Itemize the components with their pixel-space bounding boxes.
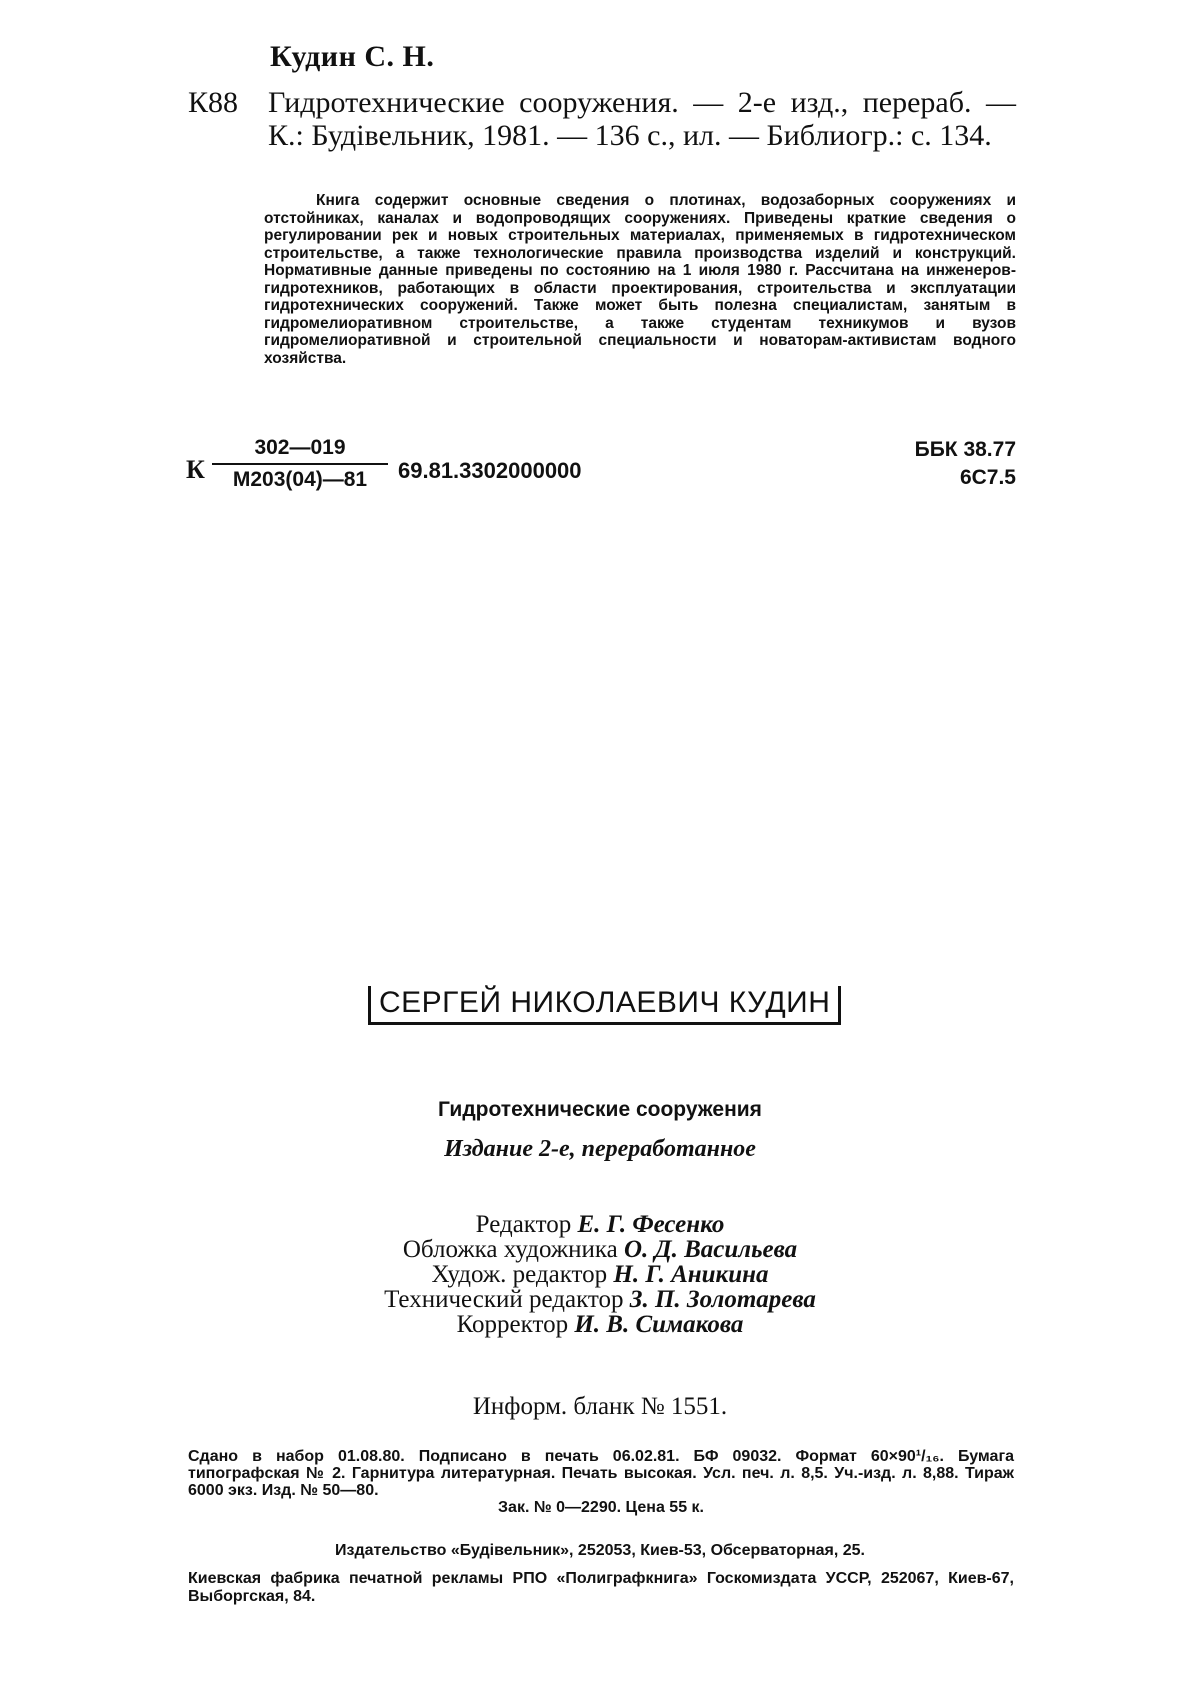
index-letter: К xyxy=(186,455,205,484)
author-full-name: СЕРГЕЙ НИКОЛАЕВИЧ КУДИН xyxy=(368,986,841,1025)
credit-line: Корректор И. В. Симакова xyxy=(456,1311,744,1338)
catalog-code: К88 xyxy=(188,86,239,119)
bbk-subcode: 6С7.5 xyxy=(959,466,1016,489)
credit-line: Худож. редактор Н. Г. Аникина xyxy=(431,1261,769,1288)
print-info-main: Сдано в набор 01.08.80. Подписано в печать 06.02.81. БФ 09032. Формат 60×90¹/₁₆. Бумага типографская № 2. Гарнитура литературная. Печать высокая. Усл. печ. л. 8,5. Уч.-изд. л. 8,88. Тираж 6000 экз. Изд. № 50—80. xyxy=(188,1448,1014,1499)
credits-list xyxy=(0,1212,1200,1337)
bibliographic-description: Гидротехнические сооружения. — 2-е изд., перераб. — К.: Будівельник, 1981. — 136 с., ил. — Библиогр.: с. 134. xyxy=(268,86,1016,152)
bbk-code: ББК 38.77 xyxy=(914,438,1016,461)
book-title: Гидротехнические сооружения xyxy=(438,1098,762,1121)
credit-line: Обложка художника О. Д. Васильева xyxy=(402,1236,798,1263)
index-numerator: 302—019 xyxy=(212,436,388,465)
print-info xyxy=(188,1448,1014,1516)
inform-blank: Информ. бланк № 1551. xyxy=(472,1393,728,1420)
credit-line: Редактор Е. Г. Фесенко xyxy=(475,1211,725,1238)
edition-note: Издание 2-е, переработанное xyxy=(444,1136,756,1162)
author-heading: Кудин С. Н. xyxy=(270,40,435,73)
credit-line: Технический редактор З. П. Золотарева xyxy=(384,1286,816,1313)
print-info-order: Зак. № 0—2290. Цена 55 к. xyxy=(498,1499,704,1516)
printer-line: Киевская фабрика печатной рекламы РПО «Полиграфкнига» Госкомиздата УССР, 252067, Киев-67, Выборгская, 84. xyxy=(188,1570,1014,1605)
index-denominator: М203(04)—81 xyxy=(232,468,368,491)
annotation: Книга содержит основные сведения о плотинах, водозаборных сооружениях и отстойниках, каналах и водопроводящих сооружениях. Приведены краткие сведения о регулировании рек и новых строительных материалах, применяемых в гидротехническом строительстве, а также технологические правила производства изделий и конструкций. Нормативные данные приведены по состоянию на 1 июля 1980 г. Рассчитана на инженеров-гидротехников, работающих в области проектирования, строительства и эксплуатации гидротехнических сооружений. Также может быть полезна специалистам, занятым в гидромелиоративном строительстве, а также студентам техникумов и вузов гидромелиоративной и строительной специальности и новаторам-активистам водного хозяйства. xyxy=(264,192,1016,367)
class-number: 69.81.3302000000 xyxy=(398,458,582,483)
index-fraction xyxy=(212,436,388,492)
publisher-line: Издательство «Будівельник», 252053, Киев-53, Обсерваторная, 25. xyxy=(335,1542,865,1559)
bbk-block xyxy=(915,436,1016,492)
